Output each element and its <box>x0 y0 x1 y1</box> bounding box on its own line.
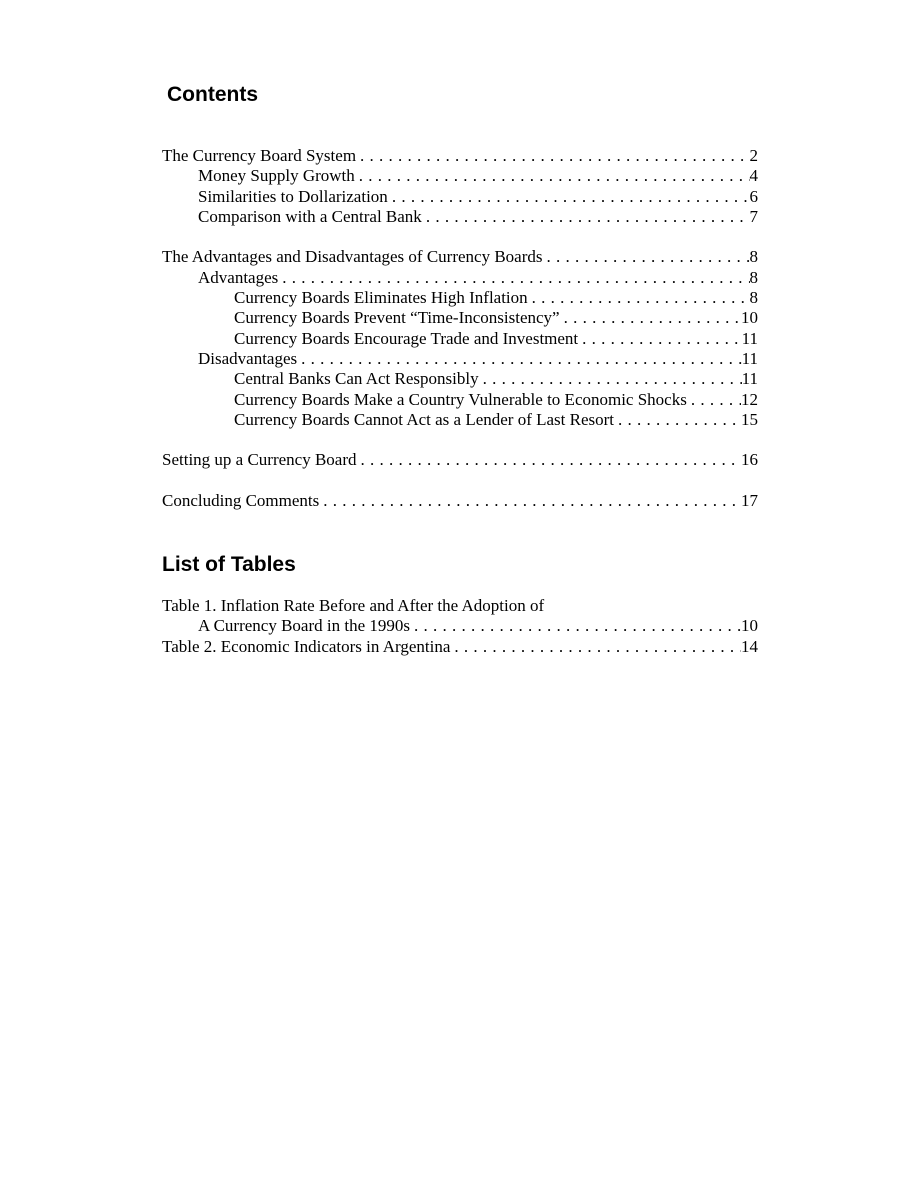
table-entry[interactable] <box>162 616 758 636</box>
toc-entry-title: Disadvantages <box>198 348 298 368</box>
toc-entry-title: Currency Boards Make a Country Vulnerable to Economic Shocks <box>234 389 687 409</box>
toc-entry[interactable] <box>162 268 758 288</box>
toc-entry-page: 2 <box>749 146 758 165</box>
toc-entry-page: 4 <box>749 166 758 186</box>
dot-leader <box>357 450 741 470</box>
toc-entry[interactable] <box>162 410 758 430</box>
dot-leader <box>450 637 741 657</box>
table-entry-page: 14 <box>741 636 758 656</box>
toc-entry-page: 12 <box>741 389 758 409</box>
dot-leader <box>355 166 750 186</box>
toc-entry-title: Currency Boards Prevent “Time-Inconsistency” <box>234 308 560 328</box>
toc-entry-page: 6 <box>749 186 758 206</box>
toc-entry[interactable] <box>162 390 758 410</box>
toc-entry[interactable] <box>162 491 758 511</box>
toc-entry-title: Similarities to Dollarization <box>198 186 388 206</box>
dot-leader <box>356 146 749 166</box>
toc-entry-title: Money Supply Growth <box>198 166 355 186</box>
toc-entry-title: Currency Boards Eliminates High Inflation <box>234 288 528 308</box>
toc-entry[interactable] <box>162 247 758 267</box>
toc-entry-page: 16 <box>741 450 758 470</box>
toc-entry-title: Currency Boards Encourage Trade and Investment <box>234 328 579 348</box>
toc-entry[interactable] <box>162 207 758 227</box>
toc-entry-page: 10 <box>741 308 758 328</box>
toc-entry-page: 8 <box>749 267 758 287</box>
list-of-tables-heading: List of Tables <box>162 553 296 576</box>
dot-leader <box>422 207 750 227</box>
dot-leader <box>278 268 749 288</box>
toc-entry-title: Advantages <box>198 267 279 287</box>
toc-entry[interactable] <box>162 329 758 349</box>
toc-entry-title: Comparison with a Central Bank <box>198 206 422 226</box>
toc-entry-page: 17 <box>741 491 758 511</box>
table-entry-title: A Currency Board in the 1990s <box>198 616 410 636</box>
toc-entry[interactable] <box>162 146 758 166</box>
toc-entry-page: 8 <box>749 288 758 308</box>
dot-leader <box>687 390 741 410</box>
toc-entry-title: The Currency Board System <box>162 146 357 165</box>
toc-entry-title: Concluding Comments <box>162 491 320 511</box>
dot-leader <box>528 288 750 308</box>
toc-entry-page: 11 <box>741 348 758 368</box>
toc-entry-page: 15 <box>741 409 758 429</box>
toc-entry-title: Currency Boards Cannot Act as a Lender of Last Resort <box>234 409 615 429</box>
toc-entry-page: 11 <box>741 369 758 389</box>
dot-leader <box>297 349 741 369</box>
toc-entry[interactable] <box>162 369 758 389</box>
dot-leader <box>388 187 750 207</box>
toc-entry-page: 7 <box>749 206 758 226</box>
dot-leader <box>479 369 742 389</box>
toc-entry-title: Central Banks Can Act Responsibly <box>234 369 479 389</box>
toc-entry-title: Setting up a Currency Board <box>162 450 357 470</box>
dot-leader <box>319 491 741 511</box>
dot-leader <box>410 616 741 636</box>
table-entry-title-line[interactable]: Table 1. Inflation Rate Before and After the Adoption of <box>162 596 545 615</box>
list-of-tables <box>162 596 758 657</box>
toc-entry[interactable] <box>162 288 758 308</box>
toc-entry-page: 8 <box>749 247 758 267</box>
table-of-contents <box>162 146 758 511</box>
toc-entry[interactable] <box>162 187 758 207</box>
toc-entry[interactable] <box>162 166 758 186</box>
toc-entry-page: 11 <box>741 328 758 348</box>
table-entry-title: Table 2. Economic Indicators in Argentina <box>162 636 451 656</box>
toc-entry[interactable] <box>162 349 758 369</box>
dot-leader <box>560 308 741 328</box>
toc-entry[interactable] <box>162 450 758 470</box>
dot-leader <box>543 247 750 267</box>
table-entry[interactable] <box>162 637 758 657</box>
table-entry-page: 10 <box>741 616 758 636</box>
toc-entry-title: The Advantages and Disadvantages of Currency Boards <box>162 247 543 267</box>
dot-leader <box>578 329 741 349</box>
contents-heading: Contents <box>167 83 258 106</box>
toc-entry[interactable] <box>162 308 758 328</box>
dot-leader <box>614 410 741 430</box>
